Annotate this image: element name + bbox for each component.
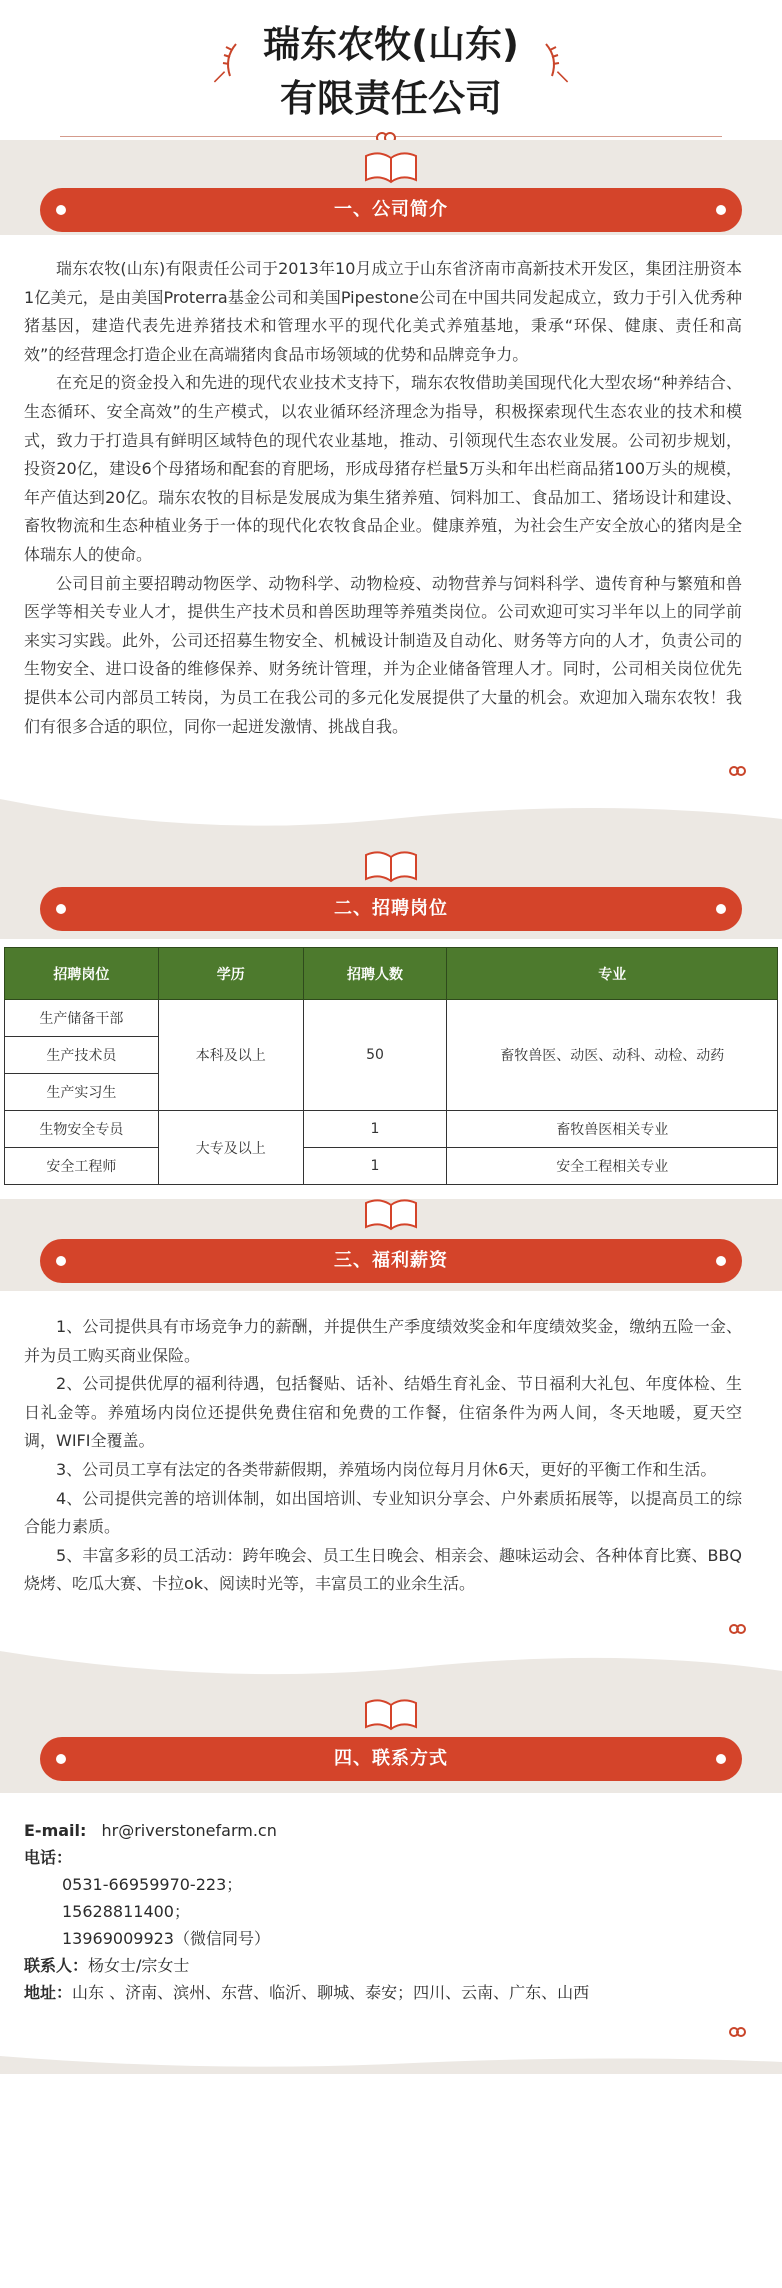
wave-divider [0,779,782,851]
end-knot-icon [0,755,782,779]
wave-divider [0,2046,782,2074]
end-knot-icon [0,2022,782,2046]
job-post: 生产技术员 [5,1037,159,1074]
benefit-item: 5、丰富多彩的员工活动：跨年晚会、员工生日晚会、相亲会、趣味运动会、各种体育比赛、BBQ烧烤、吃瓜大赛、卡拉ok、阅读时光等，丰富员工的业余生活。 [24,1545,742,1594]
banner-dot-icon [716,1754,726,1764]
email-link[interactable]: hr@riverstonefarm.cn [101,1821,277,1841]
table-header-row [5,948,778,1000]
jobs-table [4,947,778,1185]
person-row [24,1952,762,1979]
benefits-section [0,1291,782,1613]
job-count: 50 [303,1000,447,1111]
benefit-item: 1、公司提供具有市场竞争力的薪酬，并提供生产季度绩效奖金和年度绩效奖金，缴纳五险一金、并为员工购买商业保险。 [24,1317,742,1365]
section-title-contact: 四、联系方式 [334,1748,448,1770]
job-major: 安全工程相关专业 [447,1148,778,1185]
address-row [24,1979,762,2006]
job-count: 1 [303,1111,447,1148]
book-icon [362,1193,420,1233]
header [0,0,782,235]
title-line-1: 瑞东农牧(山东) [263,23,519,66]
wheat-left-icon [220,40,242,80]
phone-number[interactable]: 13969009923（微信同号） [62,1929,270,1949]
table-row [5,1000,778,1037]
table-header: 招聘岗位 [5,948,159,1000]
wave-divider [0,1637,782,1697]
job-major: 畜牧兽医相关专业 [447,1111,778,1148]
address-label: 地址： [24,1983,73,2003]
section-1-header [0,140,782,235]
address-value: 山东 、济南、滨州、东营、临沂、聊城、泰安；四川、云南、广东、山西 [72,1983,590,2003]
table-header: 学历 [158,948,303,1000]
intro-paragraph-3: 公司目前主要招聘动物医学、动物科学、动物检疫、动物营养与饲料科学、遗传育种与繁殖和兽医学等相关专业人才，提供生产技术员和兽医助理等养殖类岗位。公司欢迎可实习半年以上的同学前来实习实践。此外，公司还招募生物安全、机械设计制造及自动化、财务等方向的人才，负责公司的生物安全、进口设备的维修保养、财务统计管理，并为企业储备管理人才。同时，公司相关岗位优先提供本公司内部员工转岗，为员工在我公司的多元化发展提供了大量的机会。欢迎加入瑞东农牧！我们有很多合适的职位，同你一起迸发激情、挑战自我。 [24,573,742,736]
banner-dot-icon [56,205,66,215]
flare-left-icon: ⸝ [212,53,227,88]
table-row [5,1148,778,1185]
person-label: 联系人： [24,1956,89,1976]
book-icon [362,146,420,186]
intro-paragraph-1: 瑞东农牧(山东)有限责任公司于2013年10月成立于山东省济南市高新技术开发区，集团注册资本1亿美元，是由美国Proterra基金公司和美国Pipestone公司在中国共同发起成立，致力于引入优秀种猪基因，建造代表先进养猪技术和管理水平的现代化美式养殖基地，秉承“环保、健康、责任和高效”的经营理念打造企业在高端猪肉食品市场领域的优势和品牌竞争力。 [24,259,742,364]
page-title [0,0,782,126]
benefit-item: 2、公司提供优厚的福利待遇，包括餐贴、话补、结婚生育礼金、节日福利大礼包、年度体检、生日礼金等。养殖场内岗位还提供免费住宿和免费的工作餐，住宿条件为两人间，冬天地暖，夏天空调，WIFI全覆盖。 [24,1374,742,1451]
job-post: 安全工程师 [5,1148,159,1185]
book-icon [362,845,420,885]
banner-dot-icon [56,1754,66,1764]
table-row [5,1111,778,1148]
table-header: 专业 [447,948,778,1000]
section-title-intro: 一、公司简介 [334,199,448,220]
email-label: E-mail: [24,1821,87,1841]
section-title-benefits: 三、福利薪资 [334,1250,448,1272]
banner-dot-icon [716,205,726,215]
section-2-header [0,851,782,939]
book-icon [362,1693,420,1733]
job-major: 畜牧兽医、动医、动科、动检、动药 [447,1000,778,1111]
end-knot-icon [0,1613,782,1637]
title-line-2: 有限责任公司 [280,77,502,120]
benefit-item: 3、公司员工享有法定的各类带薪假期，养殖场内岗位每月月休6天，更好的平衡工作和生活。 [56,1460,717,1480]
job-edu: 大专及以上 [158,1111,303,1185]
section-3-header [0,1199,782,1291]
phone-number[interactable]: 15628811400； [62,1902,190,1922]
job-post: 生物安全专员 [5,1111,159,1148]
flare-right-icon: ⸜ [555,53,570,88]
benefit-item: 4、公司提供完善的培训体制，如出国培训、专业知识分享会、户外素质拓展等，以提高员工的综合能力素质。 [24,1488,742,1537]
job-post: 生产实习生 [5,1074,159,1111]
job-post: 生产储备干部 [5,1000,159,1037]
section-title-jobs: 二、招聘岗位 [334,898,448,920]
phone-number[interactable]: 0531-66959970-223； [62,1875,243,1895]
jobs-table-wrap [0,939,782,1185]
intro-paragraph-2: 在充足的资金投入和先进的现代农业技术支持下，瑞东农牧借助美国现代化大型农场“种养结合、生态循环、安全高效”的生产模式，以农业循环经济理念为指导，积极探索现代生态农业的技术和模式，致力于打造具有鲜明区域特色的现代农业基地，推动、引领现代生态农业发展。公司初步规划，投资20亿，建设6个母猪场和配套的育肥场，形成母猪存栏量5万头和年出栏商品猪100万头的规模，年产值达到20亿。瑞东农牧的目标是发展成为集生猪养殖、饲料加工、食品加工、猪场设计和建设、畜牧物流和生态种植业务于一体的现代化农牧食品企业。健康养殖，为社会生产安全放心的猪肉是全体瑞东人的使命。 [24,373,742,564]
intro-section [0,235,782,755]
email-row [24,1817,762,1844]
phone-label: 电话： [24,1848,73,1868]
person-value: 杨女士/宗女士 [88,1956,190,1976]
table-header: 招聘人数 [303,948,447,1000]
contact-section [0,1793,782,2022]
wheat-right-icon [540,40,562,80]
section-4-header [0,1697,782,1793]
job-edu: 本科及以上 [158,1000,303,1111]
job-count: 1 [303,1148,447,1185]
